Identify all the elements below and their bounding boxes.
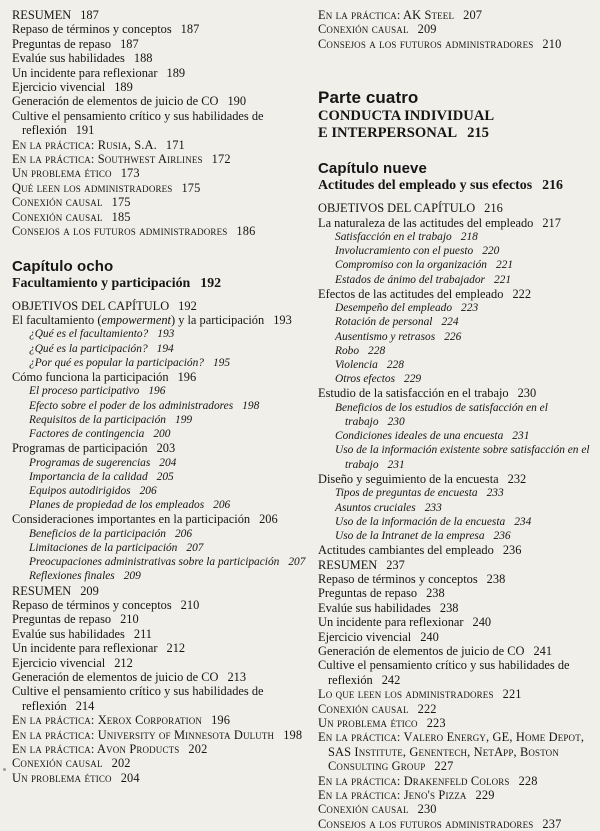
entry-page-number: 204 <box>120 770 140 785</box>
entry-page-number: 207 <box>463 8 483 22</box>
entry-text: Conexión causal <box>12 756 103 771</box>
scan-speck <box>3 768 6 771</box>
toc-entry <box>318 658 598 687</box>
entry-text: Cultive el pensamiento crítico y sus habilidades de reflexión <box>12 108 264 138</box>
toc-entry <box>335 443 598 471</box>
entry-page-number: 221 <box>495 259 514 272</box>
entry-text: Cómo funciona la participación <box>12 369 169 384</box>
entry-text: Consejos a los futuros administradores <box>12 224 228 239</box>
entry-page-number: 189 <box>166 65 186 80</box>
entry-page-number: 231 <box>387 458 405 471</box>
entry-text: Ausentismo y retrasos <box>335 330 436 343</box>
entry-text: Reflexiones finales <box>29 570 115 583</box>
toc-entry <box>318 788 598 802</box>
entry-page-number: 202 <box>111 756 131 771</box>
chapter-page-number: 216 <box>542 178 563 194</box>
entry-text: Repaso de términos y conceptos <box>12 597 172 612</box>
entry-text: Involucramiento con el puesto <box>335 245 474 258</box>
toc-entry <box>29 527 308 541</box>
toc-entry <box>335 330 598 344</box>
entry-text-segment: ) y la participación <box>170 312 265 327</box>
toc-entry <box>29 569 308 583</box>
toc-entry <box>12 670 308 684</box>
toc-entry <box>12 713 308 727</box>
toc-entry <box>318 287 598 301</box>
toc-entry <box>318 630 598 644</box>
entry-page-number: 232 <box>507 471 527 486</box>
toc-entry <box>318 644 598 658</box>
entry-page-number: 175 <box>181 180 201 195</box>
toc-entry <box>318 216 598 230</box>
entry-page-number: 223 <box>461 302 479 315</box>
toc-entry <box>12 152 308 166</box>
entry-text: En la práctica: Valero Energy, GE, Home Depot, SAS Institute, Genentech, NetApp, Boston Consulting Group <box>318 730 585 774</box>
entry-text: Conexión causal <box>12 195 103 210</box>
toc-entry <box>12 224 308 238</box>
toc-entry <box>12 8 308 22</box>
entry-text: Evalúe sus habilidades <box>318 600 431 615</box>
toc-entry <box>318 22 598 36</box>
part-heading <box>318 88 598 141</box>
entry-text: Generación de elementos de juicio de CO <box>12 94 219 109</box>
part-title-line <box>318 108 598 125</box>
entry-page-number: 237 <box>542 816 562 831</box>
toc-entry <box>12 299 308 313</box>
toc-entry <box>335 358 598 372</box>
entry-page-number: 228 <box>368 344 386 357</box>
toc-entry <box>318 543 598 557</box>
part-kicker: Parte cuatro <box>318 88 419 108</box>
entry-page-number: 240 <box>472 615 492 630</box>
entry-page-number: 236 <box>493 529 511 542</box>
entry-page-number: 234 <box>514 515 532 528</box>
toc-entry <box>12 195 308 209</box>
toc-entry <box>318 558 598 572</box>
toc-entry <box>29 356 308 370</box>
entry-page-number: 205 <box>156 470 174 483</box>
entry-text: Limitaciones de la participación <box>29 541 178 554</box>
toc-entry <box>318 702 598 716</box>
entry-text: En la práctica: Southwest Airlines <box>12 152 203 167</box>
entry-text: Conexión causal <box>318 802 409 817</box>
entry-page-number: 233 <box>486 487 504 500</box>
chapter-title <box>318 177 598 194</box>
entry-text: Violencia <box>335 359 378 372</box>
entry-text: Un incidente para reflexionar <box>318 615 464 630</box>
entry-page-number: 187 <box>180 22 200 37</box>
toc-entry <box>335 273 598 287</box>
entry-page-number: 209 <box>80 583 99 598</box>
entry-text: Programas de sugerencias <box>29 456 151 469</box>
chapter-kicker: Capítulo ocho <box>12 257 114 275</box>
entry-text: En la práctica: Xerox Corporation <box>12 713 203 728</box>
entry-page-number: 233 <box>424 501 442 514</box>
entry-text: Repaso de términos y conceptos <box>318 571 478 586</box>
chapter-title-text: Actitudes del empleado y sus efectos <box>318 178 533 194</box>
entry-text: Uso de la información de la encuesta <box>335 515 506 528</box>
entry-page-number: 199 <box>175 413 193 426</box>
entry-text: Rotación de personal <box>335 316 433 329</box>
entry-text: Estados de ánimo del trabajador <box>335 273 485 286</box>
entry-page-number: 222 <box>512 286 532 301</box>
toc-entry <box>12 742 308 756</box>
toc-entry <box>12 138 308 152</box>
toc-entry <box>29 384 308 398</box>
entry-text: En la práctica: University of Minnesota Duluth <box>12 727 275 742</box>
toc-entry <box>335 301 598 315</box>
entry-page-number: 227 <box>434 759 454 774</box>
toc-entry <box>12 641 308 655</box>
entry-page-number: 172 <box>211 152 231 167</box>
toc-entry <box>318 615 598 629</box>
entry-text: Preocupaciones administrativas sobre la participación <box>29 556 280 569</box>
toc-entry <box>12 22 308 36</box>
toc-entry <box>12 656 308 670</box>
entry-text: En la práctica: Jeno's Pizza <box>318 788 467 803</box>
part-title-line <box>318 125 598 142</box>
entry-page-number: 220 <box>482 245 500 258</box>
toc-entry <box>12 51 308 65</box>
toc-entry <box>318 386 598 400</box>
entry-text: Factores de contingencia <box>29 427 145 440</box>
toc-entry <box>29 456 308 470</box>
entry-page-number: 221 <box>493 273 512 286</box>
entry-page-number: 213 <box>227 670 247 685</box>
entry-page-number: 231 <box>512 430 530 443</box>
part-page-number: 215 <box>467 124 489 141</box>
entry-page-number: 207 <box>288 556 306 569</box>
entry-page-number: 224 <box>441 316 459 329</box>
entry-page-number: 209 <box>123 570 141 583</box>
entry-page-number: 240 <box>420 629 439 644</box>
entry-text: Cultive el pensamiento crítico y sus habilidades de reflexión <box>318 658 570 687</box>
entry-text: En la práctica: Avon Products <box>12 742 180 757</box>
entry-text: Conexión causal <box>318 701 409 716</box>
entry-page-number: 203 <box>156 441 176 456</box>
part-title-text: E INTERPERSONAL <box>318 124 458 141</box>
entry-page-number: 218 <box>460 231 478 244</box>
toc-entry <box>335 515 598 529</box>
entry-page-number: 210 <box>542 36 562 51</box>
toc-entry <box>335 344 598 358</box>
entry-text: En la práctica: Rusia, S.A. <box>12 137 157 152</box>
entry-text: Lo que leen los administradores <box>318 687 494 702</box>
toc-entry <box>318 730 598 773</box>
entry-page-number: 192 <box>178 298 197 313</box>
entry-page-number: 212 <box>166 641 186 656</box>
entry-page-number: 189 <box>114 80 133 95</box>
entry-text: Desempeño del empleado <box>335 302 453 315</box>
entry-text: Conexión causal <box>318 22 409 37</box>
entry-page-number: 238 <box>426 586 445 601</box>
entry-page-number: 229 <box>475 788 495 803</box>
toc-entry <box>318 716 598 730</box>
toc-entry <box>12 313 308 327</box>
entry-page-number: 236 <box>502 543 522 558</box>
toc-entry <box>318 687 598 701</box>
entry-page-number: 212 <box>114 655 133 670</box>
toc-entry <box>335 401 598 429</box>
toc-entry <box>29 399 308 413</box>
entry-page-number: 217 <box>542 215 561 230</box>
entry-page-number: 229 <box>404 373 422 386</box>
toc-entry <box>318 774 598 788</box>
entry-page-number: 173 <box>120 166 140 181</box>
part-title-text: CONDUCTA INDIVIDUAL <box>318 108 495 125</box>
entry-text: En la práctica: AK Steel <box>318 8 455 22</box>
toc-entry <box>12 181 308 195</box>
entry-text: Efecto sobre el poder de los administradores <box>29 399 234 412</box>
entry-text: Actitudes cambiantes del empleado <box>318 543 494 558</box>
entry-page-number: 238 <box>486 571 506 586</box>
entry-page-number: 210 <box>180 597 200 612</box>
toc-entry <box>318 572 598 586</box>
entry-page-number: 214 <box>75 698 95 713</box>
entry-text-italic-segment: empowerment <box>101 312 171 327</box>
entry-text: Ejercicio vivencial <box>12 80 106 95</box>
entry-page-number: 200 <box>153 427 171 440</box>
toc-entry <box>318 586 598 600</box>
entry-page-number: 198 <box>283 727 303 742</box>
entry-page-number: 228 <box>386 359 404 372</box>
toc-entry <box>318 201 598 215</box>
entry-text: Otros efectos <box>335 373 396 386</box>
toc-entry <box>335 230 598 244</box>
entry-text: Qué leen los administradores <box>12 180 173 195</box>
toc-entry <box>12 612 308 626</box>
entry-page-number: 202 <box>188 742 208 757</box>
entry-page-number: 210 <box>120 612 139 627</box>
entry-page-number: 190 <box>227 94 247 109</box>
entry-text: ¿Qué es el facultamiento? <box>29 328 149 341</box>
entry-text: Beneficios de la participación <box>29 527 166 540</box>
entry-page-number: 207 <box>186 541 204 554</box>
entry-page-number: 230 <box>387 416 405 429</box>
entry-page-number: 196 <box>177 369 197 384</box>
entry-text: Generación de elementos de juicio de CO <box>318 643 525 658</box>
entry-text: En la práctica: Drakenfeld Colors <box>318 773 510 788</box>
toc-entry <box>29 427 308 441</box>
toc-entry <box>12 80 308 94</box>
toc-entry <box>335 486 598 500</box>
toc-column-right <box>318 8 598 831</box>
entry-page-number: 230 <box>417 802 437 817</box>
entry-text: ¿Qué es la participación? <box>29 342 148 355</box>
entry-page-number: 206 <box>139 484 157 497</box>
toc-entry <box>12 166 308 180</box>
entry-page-number: 194 <box>156 342 174 355</box>
toc-entry <box>12 441 308 455</box>
entry-text: Uso de la Intranet de la empresa <box>335 529 485 542</box>
toc-entry <box>12 627 308 641</box>
entry-page-number: 186 <box>236 224 256 239</box>
toc-entry <box>12 37 308 51</box>
toc-entry <box>29 470 308 484</box>
chapter-heading <box>12 258 308 292</box>
entry-text: Cultive el pensamiento crítico y sus habilidades de reflexión <box>12 684 264 713</box>
toc-entry <box>29 327 308 341</box>
entry-text: Conexión causal <box>12 209 103 224</box>
entry-page-number: 171 <box>165 137 185 152</box>
entry-page-number: 211 <box>133 626 153 641</box>
toc-entry <box>29 541 308 555</box>
toc-entry <box>12 109 308 138</box>
entry-text: La naturaleza de las actitudes del empleado <box>318 215 534 230</box>
entry-text: OBJETIVOS DEL CAPÍTULO <box>318 201 476 216</box>
entry-page-number: 209 <box>417 22 437 37</box>
toc-entry <box>335 529 598 543</box>
entry-page-number: 206 <box>174 527 193 540</box>
entry-text-segment: El facultamiento ( <box>12 312 102 327</box>
toc-entry <box>29 342 308 356</box>
chapter-page-number: 192 <box>200 275 222 291</box>
entry-text: Un problema ético <box>12 166 112 181</box>
entry-page-number: 196 <box>211 713 231 728</box>
entry-text: Preguntas de repaso <box>318 586 418 601</box>
entry-text: Compromiso con la organización <box>335 259 487 272</box>
entry-text: Ejercicio vivencial <box>318 629 412 644</box>
toc-entry <box>12 756 308 770</box>
entry-page-number: 185 <box>111 209 131 224</box>
entry-text: Consejos a los futuros administradores <box>318 36 534 51</box>
toc-entry <box>29 413 308 427</box>
toc-entry <box>12 598 308 612</box>
entry-page-number: 226 <box>444 330 462 343</box>
entry-page-number: 198 <box>242 399 260 412</box>
entry-text: Planes de propiedad de los empleados <box>29 499 205 512</box>
chapter-kicker: Capítulo nueve <box>318 160 427 178</box>
entry-text <box>12 313 264 327</box>
entry-text: El proceso participativo <box>29 385 140 398</box>
entry-text: OBJETIVOS DEL CAPÍTULO <box>12 298 170 313</box>
toc-entry <box>12 66 308 80</box>
entry-text: Efectos de las actitudes del empleado <box>318 286 504 301</box>
entry-page-number: 241 <box>533 643 553 658</box>
entry-text: Asuntos cruciales <box>335 501 416 514</box>
entry-page-number: 238 <box>439 600 459 615</box>
toc-entry <box>29 555 308 569</box>
entry-text: Preguntas de repaso <box>12 36 112 51</box>
entry-text: Beneficios de los estudios de satisfacción en el trabajo <box>335 401 548 429</box>
entry-text: Requisitos de la participación <box>29 413 166 426</box>
entry-page-number: 204 <box>159 456 177 469</box>
toc-entry <box>335 244 598 258</box>
toc-entry <box>318 817 598 831</box>
toc-entry <box>318 601 598 615</box>
entry-text: ¿Por qué es popular la participación? <box>29 356 204 369</box>
entry-page-number: 191 <box>75 123 95 138</box>
entry-text: Un problema ético <box>12 770 112 785</box>
entry-text: Condiciones ideales de una encuesta <box>335 430 504 443</box>
entry-page-number: 175 <box>111 195 131 210</box>
toc-entry <box>12 584 308 598</box>
entry-text: RESUMEN <box>12 8 72 22</box>
entry-text: Repaso de términos y conceptos <box>12 22 172 37</box>
toc-entry <box>318 802 598 816</box>
entry-page-number: 187 <box>80 8 99 22</box>
entry-page-number: 237 <box>386 557 405 572</box>
toc-entry <box>12 94 308 108</box>
entry-page-number: 216 <box>484 201 503 216</box>
chapter-heading <box>318 160 598 194</box>
toc-entry <box>12 210 308 224</box>
toc-entry <box>318 37 598 51</box>
entry-page-number: 187 <box>120 36 139 51</box>
toc-column-left <box>12 8 308 831</box>
toc-entry <box>318 472 598 486</box>
toc-entry <box>335 372 598 386</box>
entry-text: Un problema ético <box>318 715 418 730</box>
toc-entry <box>29 498 308 512</box>
entry-text: Un incidente para reflexionar <box>12 641 158 656</box>
entry-page-number: 223 <box>426 715 446 730</box>
toc-entry <box>335 501 598 515</box>
entry-text: RESUMEN <box>318 557 378 572</box>
toc-entry <box>335 315 598 329</box>
entry-page-number: 230 <box>517 386 537 401</box>
toc-entry <box>29 484 308 498</box>
toc-entry <box>12 370 308 384</box>
toc-entry <box>318 8 598 22</box>
entry-page-number: 206 <box>213 499 231 512</box>
entry-page-number: 242 <box>381 672 401 687</box>
entry-text: Diseño y seguimiento de la encuesta <box>318 471 499 486</box>
entry-text: Ejercicio vivencial <box>12 655 106 670</box>
entry-text: Equipos autodirigidos <box>29 484 131 497</box>
toc-entry <box>12 684 308 713</box>
entry-text: Preguntas de repaso <box>12 612 112 627</box>
entry-page-number: 228 <box>518 773 538 788</box>
entry-page-number: 221 <box>502 687 522 702</box>
entry-page-number: 188 <box>133 51 153 66</box>
entry-text: Evalúe sus habilidades <box>12 51 125 66</box>
toc-entry <box>12 512 308 526</box>
toc-entry <box>335 258 598 272</box>
chapter-title <box>12 275 308 292</box>
entry-text: Estudio de la satisfacción en el trabajo <box>318 386 509 401</box>
entry-text: Un incidente para reflexionar <box>12 65 158 80</box>
entry-page-number: 193 <box>157 328 175 341</box>
entry-page-number: 222 <box>417 701 437 716</box>
entry-text: Robo <box>335 344 360 357</box>
entry-text: Programas de participación <box>12 441 148 456</box>
toc-entry <box>12 771 308 785</box>
entry-text: Evalúe sus habilidades <box>12 626 125 641</box>
toc-entry <box>12 728 308 742</box>
entry-text: RESUMEN <box>12 583 72 598</box>
entry-text: Consideraciones importantes en la participación <box>12 512 251 527</box>
entry-text: Generación de elementos de juicio de CO <box>12 670 219 685</box>
chapter-title-text: Facultamiento y participación <box>12 275 191 291</box>
entry-text: Uso de la información existente sobre satisfacción en el trabajo <box>335 444 590 471</box>
entry-text: Importancia de la calidad <box>29 470 148 483</box>
entry-page-number: 195 <box>212 356 231 369</box>
entry-page-number: 193 <box>273 312 292 327</box>
entry-text: Satisfacción en el trabajo <box>335 231 452 244</box>
toc-entry <box>335 429 598 443</box>
entry-text: Tipos de preguntas de encuesta <box>335 487 478 500</box>
entry-page-number: 206 <box>259 512 278 527</box>
entry-page-number: 196 <box>148 385 166 398</box>
entry-text: Consejos a los futuros administradores <box>318 816 534 831</box>
